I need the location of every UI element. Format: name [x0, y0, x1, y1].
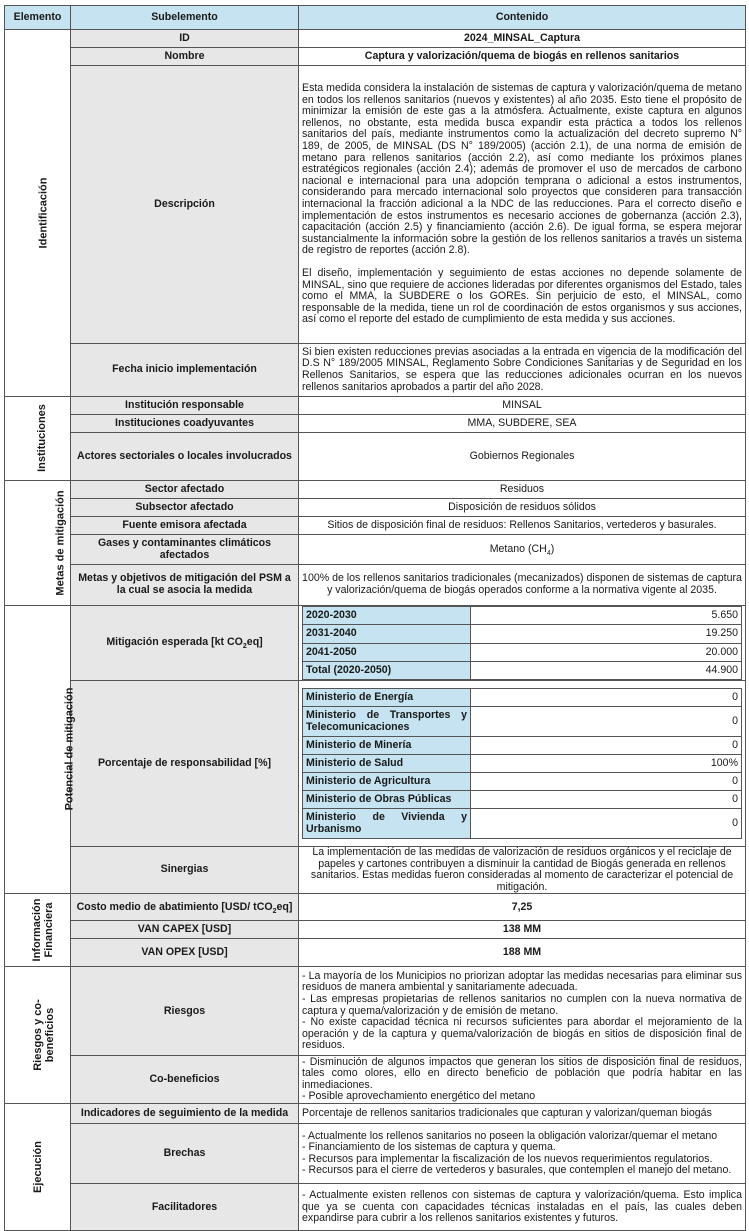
value-actores: Gobiernos Regionales: [299, 433, 746, 481]
porcentaje-row: Ministerio de Agricultura 0: [303, 773, 742, 791]
label-facilitadores: Facilitadores: [71, 1184, 299, 1231]
row-gases: [5, 535, 746, 565]
mitigacion-row: 2041-2050 20.000: [303, 644, 742, 662]
value-coadyuvantes: MMA, SUBDERE, SEA: [299, 415, 746, 433]
porcentaje-table-cell: [299, 681, 746, 847]
row-objetivos: [5, 565, 746, 606]
label-fecha: Fecha inicio implementación: [71, 344, 299, 397]
descripcion-paragraph-2: El diseño, implementación y seguimiento de estas acciones no depende solamente de MINSAL, sino que requiere de acciones lideradas por diferentes organismos del Estado, tales como el MMA, la SUBDERE o los GOREs. Sin perjuicio de esto, el MINSAL, como responsable de la medida, tiene un rol de coordinación de estos organismos y sus acciones, así como el reporte del estado de cumplimiento de esta medida y sus acciones.: [302, 266, 742, 326]
label-nombre: Nombre: [71, 48, 299, 66]
porcentaje-row: Ministerio de Salud 100%: [303, 755, 742, 773]
value-riesgos: [299, 967, 746, 1056]
row-nombre: [5, 48, 746, 66]
label-brechas: Brechas: [71, 1124, 299, 1184]
value-facilitadores: - Actualmente existen rellenos con sistemas de captura y valorización/quema. Esto implica que ya se cuenta con capacidades técnicas instaladas en el país, las cuales deben expandirse para cubrir a los rellenos sanitarios existentes y futuros.: [299, 1184, 746, 1231]
riesgo-item: - La mayoría de los Municipios no priorizan adoptar las medidas necesarias para eliminar sus residuos de manera ambiental y sanitariamente adecuada.: [302, 969, 742, 994]
riesgo-item: - Las empresas propietarias de rellenos sanitarios no cumplen con la nueva normativa de captura y quema/valorización y de emisión de metano.: [302, 992, 742, 1017]
header-elemento: Elemento: [5, 6, 71, 30]
label-sinergias: Sinergias: [71, 847, 299, 894]
label-porcentaje: Porcentaje de responsabilidad [%]: [71, 681, 299, 847]
label-indicadores: Indicadores de seguimiento de la medida: [71, 1104, 299, 1124]
section-identificacion: Identificación: [5, 30, 71, 397]
value-responsable: MINSAL: [299, 397, 746, 415]
brecha-item: - Financiamiento de los sistemas de captura y quema.: [302, 1141, 556, 1154]
porcentaje-row: Ministerio de Energía 0: [303, 689, 742, 707]
label-actores: Actores sectoriales o locales involucrados: [71, 433, 299, 481]
section-instituciones: Instituciones: [5, 397, 71, 481]
brecha-item: - Recursos para implementar la fiscalización de los nuevos requerimientos regulatorios.: [302, 1152, 713, 1165]
row-subsector: [5, 499, 746, 517]
section-riesgos: Riesgos y co-beneficios: [5, 967, 71, 1104]
label-riesgos: Riesgos: [71, 967, 299, 1056]
label-sector: Sector afectado: [71, 481, 299, 499]
value-subsector: Disposición de residuos sólidos: [299, 499, 746, 517]
row-mitigacion: [5, 606, 746, 681]
mitigacion-row-total: Total (2020-2050) 44.900: [303, 662, 742, 680]
mitigacion-row: 2031-2040 19.250: [303, 625, 742, 644]
value-fuente: Sitios de disposición final de residuos: Rellenos Sanitarios, vertederos y basurales.: [299, 517, 746, 535]
row-descripcion: [5, 66, 746, 344]
porcentaje-table: [302, 688, 742, 839]
value-sector: Residuos: [299, 481, 746, 499]
row-coadyuvantes: [5, 415, 746, 433]
riesgo-item: - No existe capacidad técnica ni recursos suficientes para abordar el mejoramiento de la operación y de la captura y quema/valorización de biogás en sitios de disposición final de residuos.: [302, 1016, 742, 1052]
value-nombre: Captura y valorización/quema de biogás en rellenos sanitarios: [299, 48, 746, 66]
mitigacion-table: [302, 606, 742, 680]
label-gases: Gases y contaminantes climáticos afectados: [71, 535, 299, 565]
row-actores: [5, 433, 746, 481]
row-fuente: [5, 517, 746, 535]
value-brechas: [299, 1124, 746, 1184]
porcentaje-row: Ministerio de Minería 0: [303, 737, 742, 755]
label-id: ID: [71, 30, 299, 48]
mitigacion-row: 2020-2030 5.650: [303, 607, 742, 625]
label-opex: VAN OPEX [USD]: [71, 939, 299, 967]
porcentaje-row: Ministerio de Vivienda y Urbanismo 0: [303, 809, 742, 839]
brecha-item: - Recursos para el cierre de vertederos y basurales, que contemplen el manejo del metano.: [302, 1164, 732, 1177]
value-descripcion: [299, 66, 746, 344]
value-gases: Metano $(CH_4)$: [299, 535, 746, 565]
label-objetivos: Metas y objetivos de mitigación del PSM a la cual se asocia la medida: [71, 565, 299, 606]
label-fuente: Fuente emisora afectada: [71, 517, 299, 535]
value-fecha: Si bien existen reducciones previas asociadas a la entrada en vigencia de la modificación del D.S N° 189/2005 MINSAL, Reglamento Sobre Condiciones Sanitarias y de Seguridad en los Rellenos Sanitarios, se espera que las reducciones adicionales ocurran en los nuevos rellenos sanitarios aprobados a partir del año 2028.: [299, 344, 746, 397]
row-riesgos: [5, 967, 746, 1056]
header-contenido: Contenido: [299, 6, 746, 30]
value-costo: 7,25: [299, 894, 746, 921]
value-opex: 188 MM: [299, 939, 746, 967]
row-sinergias: [5, 847, 746, 894]
value-sinergias: La implementación de las medidas de valorización de residuos orgánicos y el reciclaje de papeles y cartones contribuyen a disminuir la cantidad de Biogás generada en rellenos sanitarios. Estas medidas fueron consideradas al momento de caracterizar el potencial de mitigación.: [299, 847, 746, 894]
row-responsable: [5, 397, 746, 415]
section-potencial: Potencial de mitigación: [5, 606, 71, 894]
label-subsector: Subsector afectado: [71, 499, 299, 517]
cobeneficio-item: - Disminución de algunos impactos que generan los sitios de disposición final de residuos, tales como olores, ello en directo beneficio de población que podría habitar en las inmediaciones.: [302, 1055, 742, 1091]
value-objetivos: 100% de los rellenos sanitarios tradicionales (mecanizados) disponen de sistemas de captura y valorización/quema de biogás operados conforme a la normativa vigente al 2035.: [299, 565, 746, 606]
label-coadyuvantes: Instituciones coadyuvantes: [71, 415, 299, 433]
descripcion-paragraph-1: Esta medida considera la instalación de sistemas de captura y valorización/quema de metano en todos los rellenos sanitarios (nuevos y existentes) al año 2035. Esto tiene el propósito de minimizar la emisión de este gas a la atmósfera. Actualmente, existe captura en algunos rellenos, no obstante, esta medida busca expandir esta práctica a todos los rellenos sanitarios del país, mediante instrumentos como la actualización del decreto supremo N° 189, de 2005, de MINSAL (DS N° 189/2005) (acción 2.1), de una norma de emisión de metano para rellenos sanitarios (acción 2.2), así como mediante los próximos planes estratégicos regionales (acción 2.4); además de promover el uso de mercados de carbono nacional e internacional para una adopción temprana o adicional a estos instrumentos, considerando para mercado internacional solo proyectos que consideren para transacción internacional la fracción adicional a la NDC de las reducciones. Para el correcto diseño e implementación de estos instrumentos es necesario acciones de gobernanza (acción 2.3), capacitación (acción 2.5) y financiamiento (acción 2.6). De igual forma, se espera mejorar sustancialmente la información sobre la gestión de los rellenos sanitarios a través un sistema de registro de reportes (acción 2.8).: [302, 82, 742, 257]
header-subelemento: Subelemento: [71, 6, 299, 30]
row-capex: [5, 921, 746, 939]
row-brechas: [5, 1124, 746, 1184]
row-opex: [5, 939, 746, 967]
value-cobeneficios: [299, 1056, 746, 1104]
mitigacion-table-cell: [299, 606, 746, 681]
porcentaje-row: Ministerio de Obras Públicas 0: [303, 791, 742, 809]
row-id: [5, 30, 746, 48]
label-capex: VAN CAPEX [USD]: [71, 921, 299, 939]
porcentaje-row: Ministerio de Transportes y Telecomunicaciones 0: [303, 707, 742, 737]
label-cobeneficios: Co-beneficios: [71, 1056, 299, 1104]
medida-ficha-table: [4, 5, 746, 1231]
row-indicadores: [5, 1104, 746, 1124]
cobeneficio-item: - Posible aprovechamiento energético del metano: [302, 1090, 536, 1103]
value-id: 2024_MINSAL_Captura: [299, 30, 746, 48]
section-metas: Metas de mitigación: [5, 481, 71, 606]
row-porcentaje: [5, 681, 746, 847]
brecha-item: - Actualmente los rellenos sanitarios no poseen la obligación valorizar/quemar el metano: [302, 1129, 718, 1142]
label-mitigacion: Mitigación esperada [kt $CO_2eq$]: [71, 606, 299, 681]
row-cobeneficios: [5, 1056, 746, 1104]
section-financiera: Información Financiera: [5, 894, 71, 967]
section-ejecucion: Ejecución: [5, 1104, 71, 1231]
value-capex: 138 MM: [299, 921, 746, 939]
header-row: [5, 6, 746, 30]
row-costo: [5, 894, 746, 921]
row-sector: [5, 481, 746, 499]
label-descripcion: Descripción: [71, 66, 299, 344]
label-responsable: Institución responsable: [71, 397, 299, 415]
label-costo: Costo medio de abatimiento [USD/ tCO$_2$eq]: [71, 894, 299, 921]
row-fecha: [5, 344, 746, 397]
value-indicadores: Porcentaje de rellenos sanitarios tradicionales que capturan y valorizan/queman biogás: [299, 1104, 746, 1124]
